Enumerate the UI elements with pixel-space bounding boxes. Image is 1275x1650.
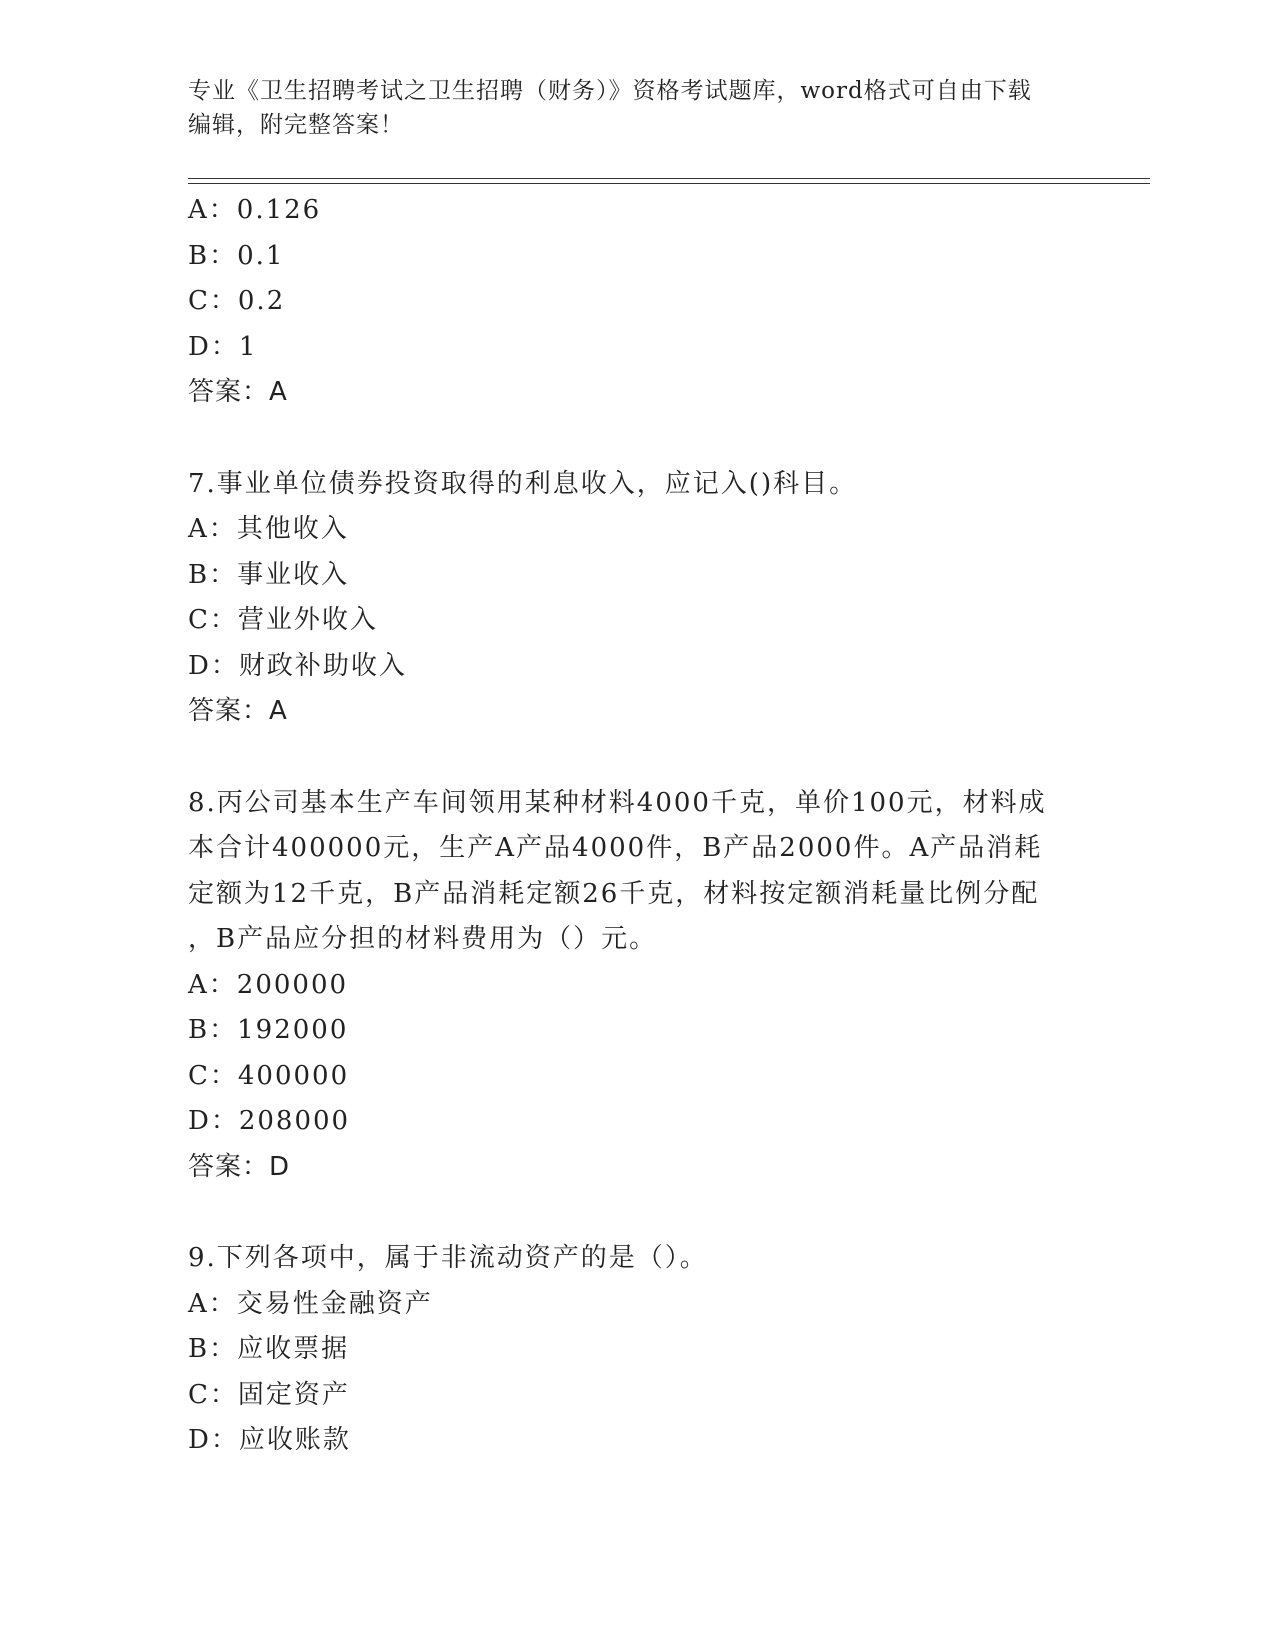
answer: 答案：A (188, 377, 288, 407)
answer: 答案：D (188, 1151, 291, 1182)
question-stem-line-2: 本合计400000元，生产A产品4000件，B产品2000件。A产品消耗 (188, 833, 1043, 863)
question-stem-line-1: 8.丙公司基本生产车间领用某种材料4000千克，单价100元，材料成 (188, 787, 1047, 818)
document-header (188, 74, 1068, 142)
question-7 (188, 462, 1088, 735)
question-stem-line-4: ，B产品应分担的材料费用为（）元。 (188, 924, 658, 954)
option-c: C：营业外收入 (188, 605, 378, 635)
question-9 (188, 1236, 1088, 1464)
header-line-2: 编辑，附完整答案！ (188, 112, 404, 138)
option-c: C：400000 (188, 1060, 350, 1091)
option-b: B：应收票据 (188, 1334, 350, 1364)
question-6 (188, 188, 1088, 416)
question-stem-line-3: 定额为12千克，B产品消耗定额26千克，材料按定额消耗量比例分配 (188, 878, 1040, 909)
option-a: A：交易性金融资产 (188, 1288, 433, 1319)
option-b: B：事业收入 (188, 559, 350, 590)
option-d: D：208000 (188, 1106, 351, 1136)
option-b: B：0.1 (188, 240, 285, 271)
option-c: C：固定资产 (188, 1379, 350, 1410)
answer: 答案：A (188, 696, 288, 726)
option-d: D：应收账款 (188, 1425, 351, 1455)
option-b: B：192000 (188, 1015, 349, 1045)
option-d: D：财政补助收入 (188, 650, 407, 681)
option-c: C：0.2 (188, 286, 286, 316)
question-list (188, 188, 1088, 1464)
header-line-1: 专业《卫生招聘考试之卫生招聘（财务）》资格考试题库，word格式可自由下载 (188, 78, 1032, 104)
question-stem: 7.事业单位债券投资取得的利息收入，应记入()科目。 (188, 468, 858, 499)
spacer (188, 1190, 1088, 1236)
spacer (188, 416, 1088, 462)
spacer (188, 735, 1088, 781)
option-d: D：1 (188, 331, 258, 362)
header-divider-top (188, 178, 1150, 179)
question-stem: 9.下列各项中，属于非流动资产的是（）。 (188, 1243, 708, 1273)
header-divider-bottom (188, 183, 1150, 184)
option-a: A：200000 (188, 969, 349, 1000)
question-8 (188, 781, 1088, 1191)
option-a: A：其他收入 (188, 514, 349, 544)
option-a: A：0.126 (188, 195, 322, 225)
